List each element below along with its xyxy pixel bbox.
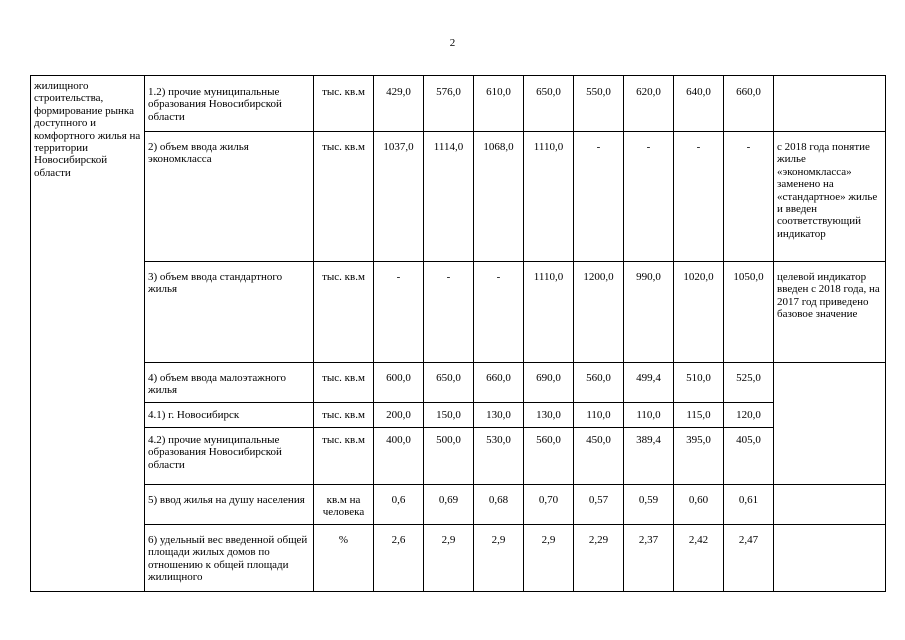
value-cell: - [674, 132, 724, 262]
value-cell: 110,0 [624, 403, 674, 428]
value-cell: 0,59 [624, 485, 674, 525]
value-cell: 0,57 [574, 485, 624, 525]
unit-cell: тыс. кв.м [314, 262, 374, 363]
value-cell: 550,0 [574, 76, 624, 132]
value-cell: 690,0 [524, 363, 574, 403]
value-cell: 0,60 [674, 485, 724, 525]
table-row [31, 525, 886, 592]
note-cell: с 2018 года понятие жилье «экономкласса» заменено на «стандартное» жилье и введен соответствующий индикатор [774, 132, 886, 262]
value-cell: 2,9 [424, 525, 474, 592]
unit-cell: тыс. кв.м [314, 428, 374, 485]
value-cell: 2,37 [624, 525, 674, 592]
value-cell: 2,6 [374, 525, 424, 592]
table-row [31, 132, 886, 262]
value-cell: 2,42 [674, 525, 724, 592]
value-cell: 150,0 [424, 403, 474, 428]
unit-cell: % [314, 525, 374, 592]
unit-cell: кв.м на человека [314, 485, 374, 525]
value-cell: 510,0 [674, 363, 724, 403]
value-cell: 400,0 [374, 428, 424, 485]
value-cell: 1068,0 [474, 132, 524, 262]
value-cell: 1114,0 [424, 132, 474, 262]
unit-cell: тыс. кв.м [314, 132, 374, 262]
value-cell: 640,0 [674, 76, 724, 132]
indicators-table [30, 75, 886, 592]
value-cell: 620,0 [624, 76, 674, 132]
value-cell: 1200,0 [574, 262, 624, 363]
value-cell: 2,9 [524, 525, 574, 592]
value-cell: 560,0 [524, 428, 574, 485]
table-row [31, 485, 886, 525]
note-cell [774, 485, 886, 525]
indicator-cell: 6) удельный вес введенной общей площади жилых домов по отношению к общей площади жилищного [145, 525, 314, 592]
value-cell: 0,68 [474, 485, 524, 525]
value-cell: - [724, 132, 774, 262]
value-cell: 560,0 [574, 363, 624, 403]
value-cell: 525,0 [724, 363, 774, 403]
value-cell: 576,0 [424, 76, 474, 132]
unit-cell: тыс. кв.м [314, 403, 374, 428]
value-cell: - [374, 262, 424, 363]
table-row [31, 403, 886, 428]
value-cell: 450,0 [574, 428, 624, 485]
note-cell: целевой индикатор введен с 2018 года, на 2017 год приведено базовое значение [774, 262, 886, 363]
value-cell: 1037,0 [374, 132, 424, 262]
value-cell: 499,4 [624, 363, 674, 403]
value-cell: 2,47 [724, 525, 774, 592]
value-cell: 600,0 [374, 363, 424, 403]
indicator-cell: 3) объем ввода стандартного жилья [145, 262, 314, 363]
value-cell: 2,9 [474, 525, 524, 592]
value-cell: 0,70 [524, 485, 574, 525]
table-row [31, 363, 886, 403]
value-cell: 2,29 [574, 525, 624, 592]
value-cell: 405,0 [724, 428, 774, 485]
value-cell: 120,0 [724, 403, 774, 428]
value-cell: 130,0 [524, 403, 574, 428]
indicator-cell: 2) объем ввода жилья экономкласса [145, 132, 314, 262]
value-cell: 0,6 [374, 485, 424, 525]
value-cell: 650,0 [424, 363, 474, 403]
unit-cell: тыс. кв.м [314, 363, 374, 403]
value-cell: 1110,0 [524, 262, 574, 363]
value-cell: 990,0 [624, 262, 674, 363]
table-row [31, 262, 886, 363]
indicator-cell: 5) ввод жилья на душу населения [145, 485, 314, 525]
value-cell: 130,0 [474, 403, 524, 428]
value-cell: - [574, 132, 624, 262]
value-cell: 115,0 [674, 403, 724, 428]
page-number: 2 [449, 37, 456, 49]
table-row [31, 76, 886, 132]
value-cell: 110,0 [574, 403, 624, 428]
indicator-cell: 1.2) прочие муниципальные образования Новосибирской области [145, 76, 314, 132]
value-cell: 0,69 [424, 485, 474, 525]
value-cell: 0,61 [724, 485, 774, 525]
value-cell: 200,0 [374, 403, 424, 428]
value-cell: - [624, 132, 674, 262]
note-cell [774, 525, 886, 592]
indicator-cell: 4) объем ввода малоэтажного жилья [145, 363, 314, 403]
note-cell [774, 76, 886, 132]
note-cell [774, 363, 886, 485]
value-cell: 610,0 [474, 76, 524, 132]
table-row [31, 428, 886, 485]
value-cell: 1110,0 [524, 132, 574, 262]
value-cell: 1050,0 [724, 262, 774, 363]
value-cell: 1020,0 [674, 262, 724, 363]
value-cell: 429,0 [374, 76, 424, 132]
value-cell: 650,0 [524, 76, 574, 132]
value-cell: 660,0 [724, 76, 774, 132]
indicator-cell: 4.1) г. Новосибирск [145, 403, 314, 428]
value-cell: - [424, 262, 474, 363]
value-cell: 395,0 [674, 428, 724, 485]
value-cell: 500,0 [424, 428, 474, 485]
value-cell: 530,0 [474, 428, 524, 485]
indicator-cell: 4.2) прочие муниципальные образования Новосибирской области [145, 428, 314, 485]
value-cell: 389,4 [624, 428, 674, 485]
value-cell: - [474, 262, 524, 363]
unit-cell: тыс. кв.м [314, 76, 374, 132]
category-cell: жилищного строительства, формирование рынка доступного и комфортного жилья на территории Новосибирской области [31, 76, 145, 592]
value-cell: 660,0 [474, 363, 524, 403]
